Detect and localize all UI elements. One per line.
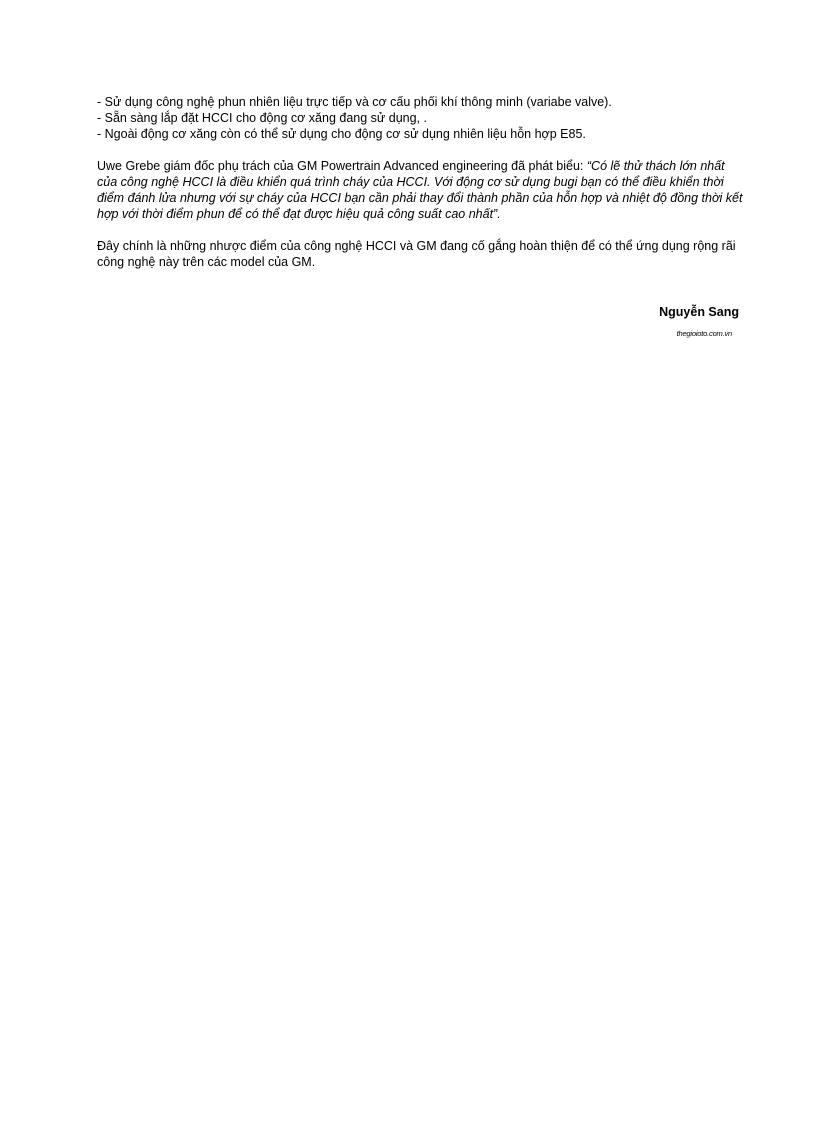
list-item: - Sẵn sàng lắp đặt HCCI cho động cơ xăng đang sử dụng, . [97, 111, 427, 125]
author-name: Nguyễn Sang [659, 305, 739, 319]
quote-paragraph [97, 158, 747, 222]
list-item: - Sử dụng công nghệ phun nhiên liệu trực tiếp và cơ cấu phối khí thông minh (variabe valve). [97, 95, 612, 109]
quote-text: “Có lẽ thử thách lớn nhất của công nghệ HCCI là điều khiển quá trình cháy của HCCI. Với động cơ sử dụng bugi bạn có thể điều khiển thời điểm đánh lửa nhưng với sự cháy của HCCI bạn cần phải thay đổi thành phần của hỗn hợp và nhiệt độ đồng thời kết hợp với thời điểm phun để có thể đạt được hiệu quả công suất cao nhất”. [97, 159, 743, 221]
closing-paragraph: Đây chính là những nhược điểm của công nghệ HCCI và GM đang cố gắng hoàn thiện để có thể ứng dụng rộng rãi công nghệ này trên các model của GM. [97, 239, 736, 269]
source-credit: thegioioto.com.vn [676, 329, 732, 338]
list-item: - Ngoài động cơ xăng còn có thể sử dụng cho động cơ sử dụng nhiên liệu hỗn hợp E85. [97, 127, 586, 141]
feature-list [97, 94, 747, 142]
quote-lead-text: Uwe Grebe giám đốc phụ trách của GM Powertrain Advanced engineering đã phát biểu: [97, 159, 587, 173]
article-body [97, 94, 747, 270]
